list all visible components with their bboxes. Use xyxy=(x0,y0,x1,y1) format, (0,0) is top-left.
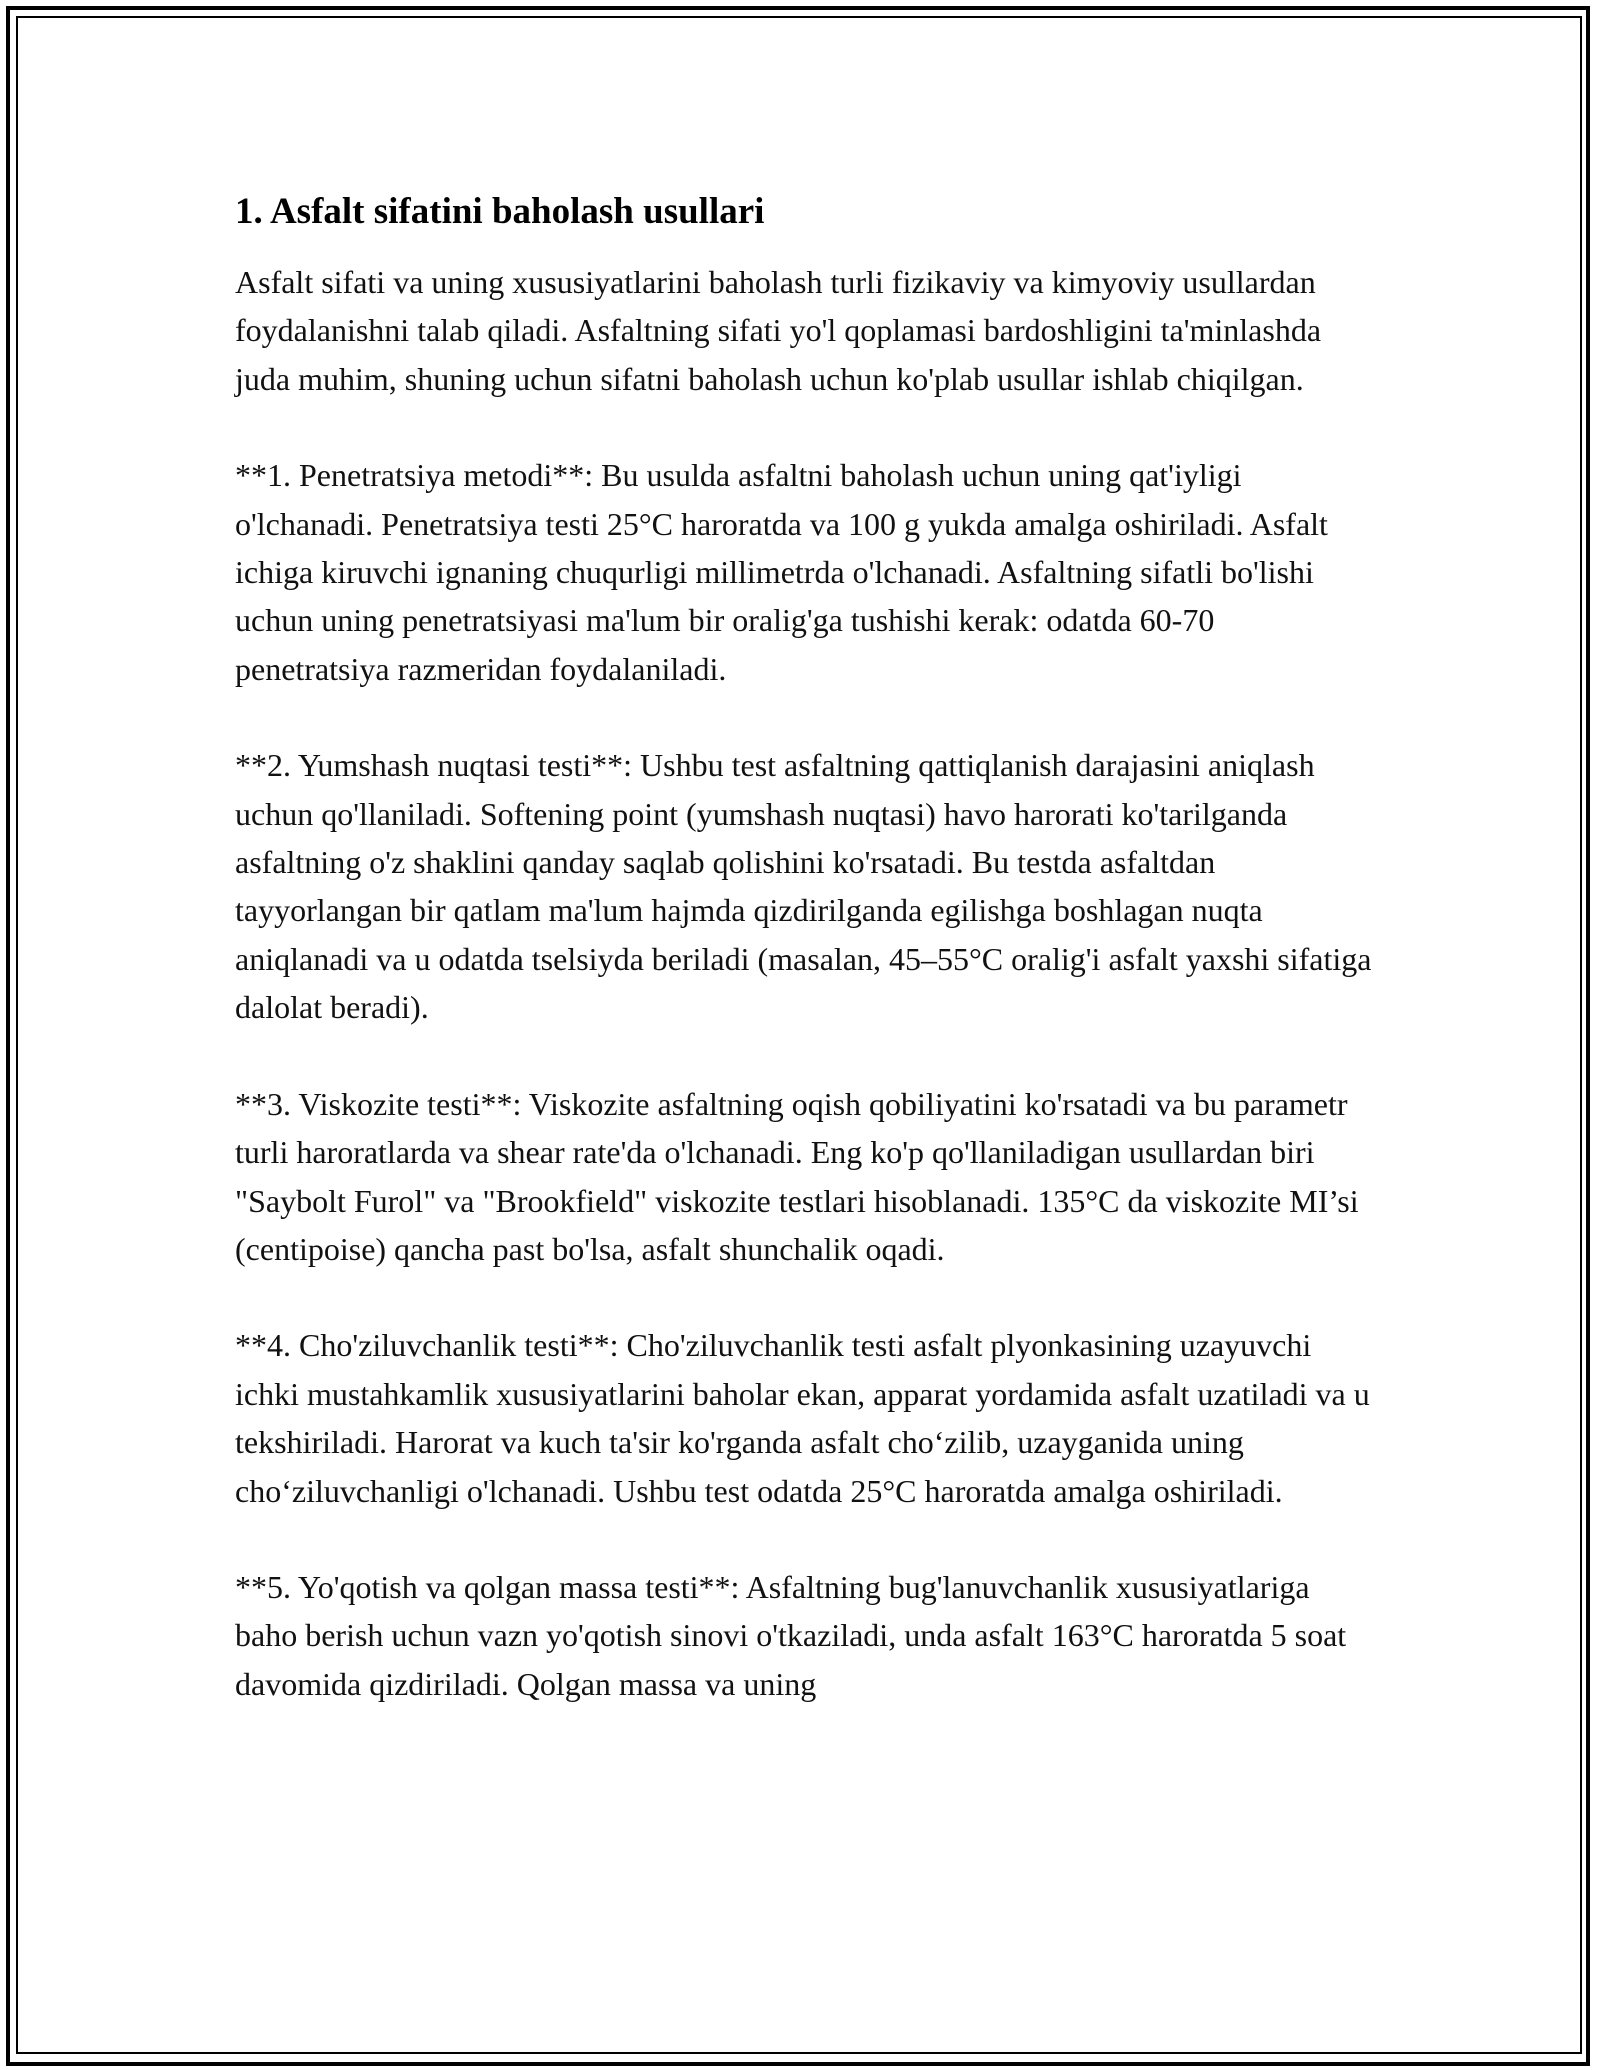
paragraph-intro: Asfalt sifati va uning xususiyatlarini baholash turli fizikaviy va kimyoviy usullardan foydalanishni talab qiladi. Asfaltning sifati yo'l qoplamasi bardoshligini ta'minlashda juda muhim, shuning uchun sifatni baholash uchun ko'plab usullar ishlab chiqilgan. xyxy=(235,264,1322,397)
paragraph-softening-point-test: **2. Yumshash nuqtasi testi**: Ushbu test asfaltning qattiqlanish darajasini aniqlash uchun qo'llaniladi. Softening point (yumshash nuqtasi) havo harorati ko'tarilganda asfaltning o'z shaklini qanday saqlab qolishini ko'rsatadi. Bu testda asfaltdan tayyorlangan bir qatlam ma'lum hajmda qizdirilganda egilishga boshlagan nuqta aniqlanadi va u odatda tselsiyda beriladi (masalan, 45–55°C oralig'i asfalt yaxshi sifatiga dalolat beradi). xyxy=(235,747,1372,1026)
paragraph-ductility-test: **4. Cho'ziluvchanlik testi**: Cho'ziluvchanlik testi asfalt plyonkasining uzayuvchi ichki mustahkamlik xususiyatlarini baholar ekan, apparat yordamida asfalt uzatiladi va u tekshiriladi. Harorat va kuch ta'sir ko'rganda asfalt choʻzilib, uzayganida uning choʻziluvchanligi o'lchanadi. Ushbu test odatda 25°C haroratda amalga oshiriladi. xyxy=(235,1327,1370,1509)
paragraph-mass-loss-test: **5. Yo'qotish va qolgan massa testi**: Asfaltning bug'lanuvchanlik xususiyatlariga baho berish uchun vazn yo'qotish sinovi o'tkaziladi, unda asfalt 163°C haroratda 5 soat davomida qizdiriladi. Qolgan massa va uning xyxy=(235,1568,1347,1702)
section-title: 1. Asfalt sifatini baholash usullari xyxy=(235,191,765,232)
paragraph-viscosity-test: **3. Viskozite testi**: Viskozite asfaltning oqish qobiliyatini ko'rsatadi va bu parametr turli haroratlarda va shear rate'da o'lchanadi. Eng ko'p qo'llaniladigan usullardan biri "Saybolt Furol" va "Brookfield" viskozite testlari hisoblanadi. 135°C da viskozite MI’si (centipoise) qancha past bo'lsa, asfalt shunchalik oqadi. xyxy=(235,1085,1359,1267)
paragraph-penetration-method: **1. Penetratsiya metodi**: Bu usulda asfaltni baholash uchun uning qat'iyligi o'lchanadi. Penetratsiya testi 25°C haroratda va 100 g yukda amalga oshiriladi. Asfalt ichiga kiruvchi ignaning chuqurligi millimetrda o'lchanadi. Asfaltning sifatli bo'lishi uchun uning penetratsiyasi ma'lum bir oralig'ga tushishi kerak: odatda 60-70 penetratsiya razmeridan foydalaniladi. xyxy=(235,457,1328,687)
document-body xyxy=(235,188,1375,1756)
